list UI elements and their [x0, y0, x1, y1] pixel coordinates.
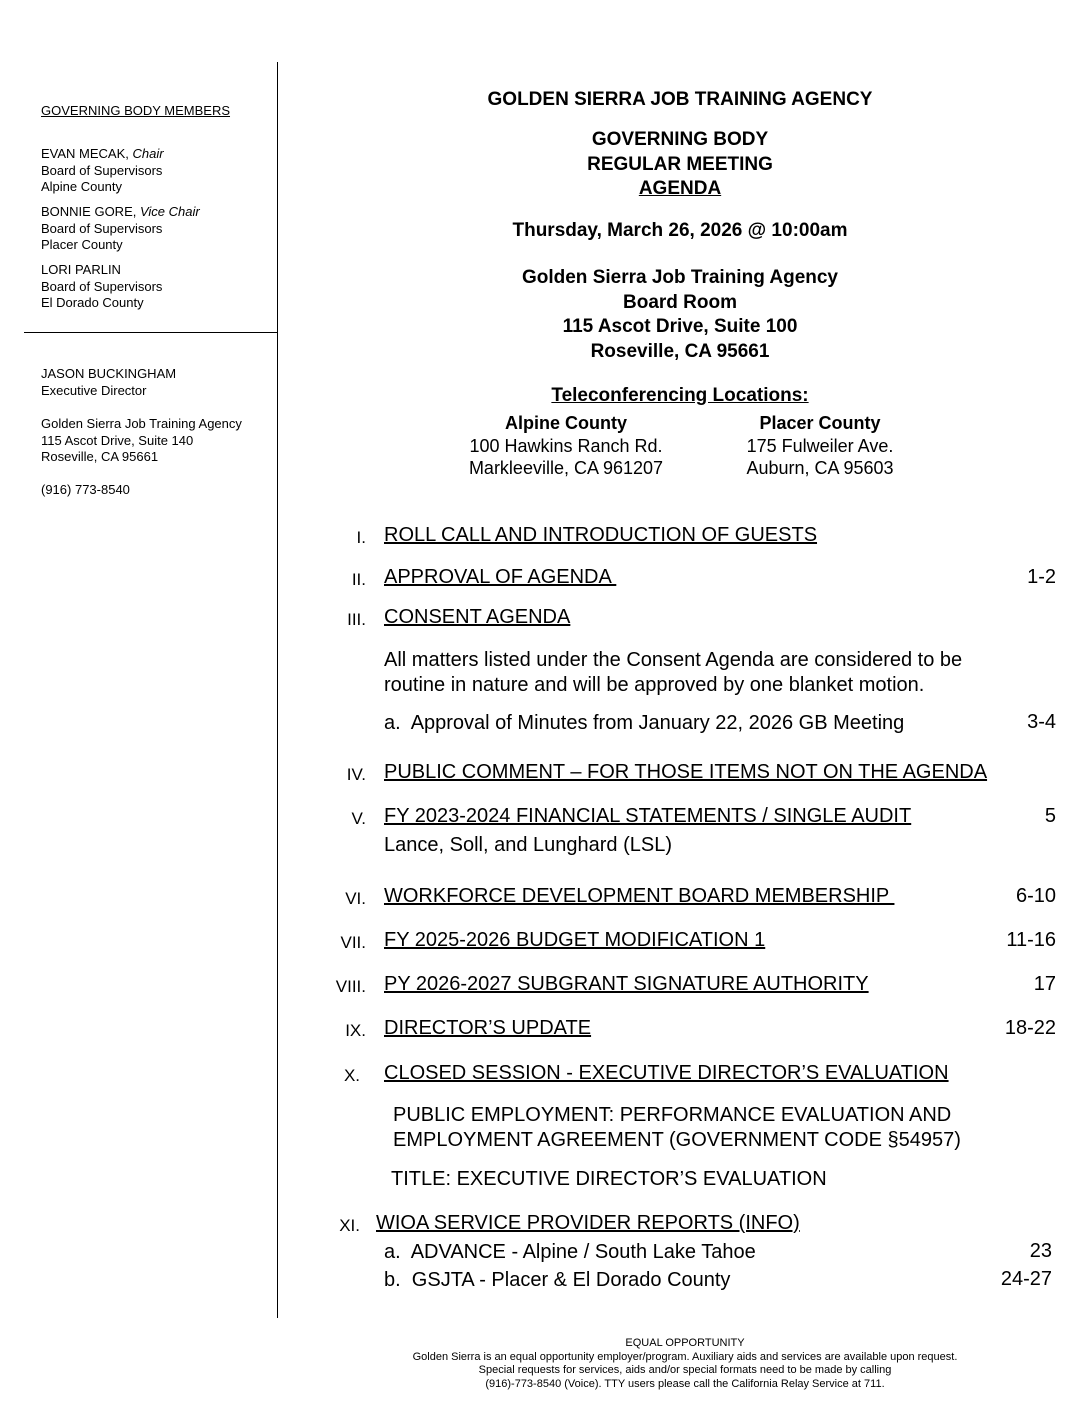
- closed-session-line: PUBLIC EMPLOYMENT: PERFORMANCE EVALUATION AND: [393, 1104, 952, 1126]
- tele-address: 100 Hawkins Ranch Rd.: [469, 435, 663, 456]
- tele-location-alpine: [446, 412, 686, 480]
- consent-description: [384, 648, 962, 697]
- meeting-title-line: REGULAR MEETING: [587, 153, 773, 175]
- member-role: Chair: [132, 146, 164, 161]
- tele-address: Markleeville, CA 961207: [468, 458, 664, 478]
- closed-session-title: TITLE: EXECUTIVE DIRECTOR’S EVALUATION: [391, 1168, 827, 1190]
- wioa-sub-item-b: b. GSJTA - Placer & El Dorado County: [384, 1269, 731, 1291]
- agency-address: [41, 416, 242, 466]
- agenda-item-consent: CONSENT AGENDA: [384, 606, 571, 628]
- member-role: Vice Chair: [139, 204, 200, 219]
- teleconference-heading: Teleconferencing Locations:: [551, 385, 809, 406]
- member-name: EVAN MECAK,: [41, 146, 129, 161]
- meeting-date: Thursday, March 26, 2026 @ 10:00am: [512, 220, 848, 241]
- agenda-item-wdb-membership: WORKFORCE DEVELOPMENT BOARD MEMBERSHIP: [384, 885, 895, 907]
- agenda-item-public-comment: PUBLIC COMMENT – FOR THOSE ITEMS NOT ON THE AGENDA: [384, 761, 988, 783]
- tele-address: 175 Fulweiler Ave.: [746, 435, 894, 456]
- page-ref: 23: [1029, 1240, 1052, 1262]
- sidebar: [0, 0, 280, 1408]
- member-board: Board of Supervisors: [41, 278, 163, 294]
- agency-title: GOLDEN SIERRA JOB TRAINING AGENCY: [487, 89, 873, 110]
- item-number: VIII.: [335, 977, 366, 996]
- member-parlin: [41, 262, 162, 312]
- consent-desc-line: All matters listed under the Consent Agenda are considered to be: [384, 649, 963, 671]
- agenda-item-wioa-reports: WIOA SERVICE PROVIDER REPORTS (INFO): [376, 1212, 800, 1234]
- meeting-title: [290, 128, 1070, 202]
- item-number: VI.: [345, 889, 366, 908]
- item-number: IX.: [345, 1021, 366, 1040]
- tele-address: Auburn, CA 95603: [746, 458, 894, 478]
- member-vice-chair: [41, 204, 200, 254]
- address-line: Golden Sierra Job Training Agency: [41, 416, 242, 431]
- page-ref: 18-22: [1004, 1017, 1056, 1039]
- meeting-location: [290, 266, 1070, 364]
- agenda-heading: AGENDA: [638, 178, 722, 199]
- page-ref: 24-27: [1000, 1268, 1052, 1290]
- consent-desc-line: routine in nature and will be approved by one blanket motion.: [384, 673, 925, 696]
- item-number: I.: [356, 528, 366, 547]
- sidebar-vertical-rule: [277, 62, 278, 1318]
- address-line: 115 Ascot Drive, Suite 140: [41, 432, 194, 448]
- item-number: XI.: [339, 1216, 360, 1235]
- page-ref: 6-10: [1015, 885, 1056, 907]
- agenda-item-subgrant-authority: PY 2026-2027 SUBGRANT SIGNATURE AUTHORITY: [384, 973, 869, 995]
- footer-heading: EQUAL OPPORTUNITY: [625, 1337, 745, 1349]
- location-line: Board Room: [623, 291, 737, 313]
- financial-presenter: Lance, Soll, and Lunghard (LSL): [384, 834, 672, 856]
- location-line: Golden Sierra Job Training Agency: [521, 267, 839, 288]
- page-ref: 11-16: [1006, 929, 1056, 951]
- tele-location-placer: [700, 412, 940, 480]
- page-ref: 1-2: [1027, 566, 1056, 588]
- director-block: [41, 366, 176, 399]
- agenda-item-approval: APPROVAL OF AGENDA: [384, 566, 617, 588]
- agency-phone: (916) 773-8540: [41, 482, 130, 497]
- item-number: III.: [347, 610, 366, 629]
- sidebar-divider: [24, 332, 278, 333]
- address-line: Roseville, CA 95661: [41, 449, 159, 464]
- member-board: Board of Supervisors: [41, 162, 163, 178]
- member-county: El Dorado County: [41, 295, 144, 310]
- location-line: Roseville, CA 95661: [590, 340, 770, 362]
- tele-county: Alpine County: [505, 413, 627, 433]
- member-chair: [41, 146, 164, 196]
- tele-county: Placer County: [759, 413, 881, 433]
- member-name: BONNIE GORE,: [41, 204, 137, 219]
- director-name: JASON BUCKINGHAM: [41, 366, 177, 381]
- footer-line: (916)-773-8540 (Voice). TTY users please call the California Relay Service at 711.: [485, 1377, 885, 1390]
- item-number: X.: [343, 1066, 360, 1085]
- member-county: Placer County: [41, 237, 123, 252]
- item-number: VII.: [340, 933, 366, 952]
- member-name: LORI PARLIN: [41, 262, 121, 277]
- item-number: IV.: [346, 765, 366, 784]
- closed-session-line: EMPLOYMENT AGREEMENT (GOVERNMENT CODE §54957): [393, 1128, 961, 1151]
- meeting-title-line: GOVERNING BODY: [591, 129, 769, 150]
- equal-opportunity-footer: [290, 1337, 1080, 1391]
- agenda-item-budget-modification: FY 2025-2026 BUDGET MODIFICATION 1: [384, 929, 766, 951]
- director-title: Executive Director: [41, 382, 147, 398]
- agenda-item-financial-statements: FY 2023-2024 FINANCIAL STATEMENTS / SINGLE AUDIT: [384, 805, 912, 827]
- member-board: Board of Supervisors: [41, 220, 163, 236]
- item-number: II.: [351, 570, 366, 589]
- consent-sub-item-a: a. Approval of Minutes from January 22, 2026 GB Meeting: [384, 712, 905, 734]
- agenda-item-directors-update: DIRECTOR’S UPDATE: [384, 1017, 592, 1039]
- page-ref: 17: [1033, 973, 1056, 995]
- page-ref: 5: [1044, 805, 1056, 827]
- agenda-item-closed-session: CLOSED SESSION - EXECUTIVE DIRECTOR’S EVALUATION: [384, 1062, 949, 1084]
- page-ref: 3-4: [1027, 711, 1056, 733]
- item-number: V.: [351, 809, 366, 828]
- footer-line: Golden Sierra is an equal opportunity employer/program. Auxiliary aids and services are available upon request.: [412, 1350, 958, 1363]
- sidebar-heading: GOVERNING BODY MEMBERS: [41, 103, 231, 118]
- closed-session-description: [393, 1103, 961, 1152]
- agenda-item-roll-call: ROLL CALL AND INTRODUCTION OF GUESTS: [384, 524, 818, 546]
- location-line: 115 Ascot Drive, Suite 100: [562, 316, 798, 337]
- wioa-sub-item-a: a. ADVANCE - Alpine / South Lake Tahoe: [384, 1241, 756, 1263]
- footer-line: Special requests for services, aids and/or special formats need to be made by calling: [478, 1364, 892, 1376]
- member-county: Alpine County: [41, 179, 122, 194]
